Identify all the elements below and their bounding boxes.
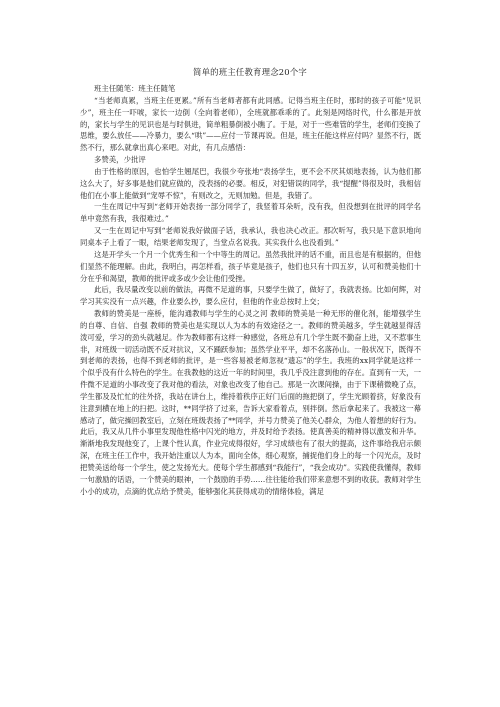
paragraph-personality: 由于性格的原因，也怕学生翘尾巴，我很少夸张地“表扬学生，更不会不厌其烦地表扬，认为他们都这么大了，好多事是他们就应做的，没表扬的必要。相反，对犯错误的同学，我“提醒”得很及时，我相信他们在小事上能做到“宠辱不惊”，有则改之，无则加勉。但是，我错了。 (80, 166, 421, 200)
section-heading-class-teacher-notes: 班主任随笔：班主任随笔 (94, 84, 176, 93)
paragraph-change-approach: 此后，我尽量改变以前的做法，再微不足道的事，只要学生做了，做好了，我就表扬。比如何辉，对学习其实没有一点兴趣，作业要么抄，要么应付，但他的作业总按时上交； (80, 285, 421, 307)
paragraph-teacher-praise: 教师的赞美是一座桥，能沟通教师与学生的心灵之河 教师的赞美是一种无形的催化剂，能增强学生的自尊、自信、自强 教师的赞美也是实现以人为本的有效途径之一。教师的赞美越多，学生就越显得活泼可爱，学习的劲头就越足。作为教师都有这样一种感觉，各班总有几个学生既不勤奋上进，又不惹事生非，对班级一切活动既不反对抗议，又不踊跃参加；虽然学业平平，却不名落孙山。一般状况下，既得不到老师的表扬，也得不到老师的批评，是一些容易被老师忽视“遗忘”的学生。我班的xx同学就是这样一个似乎没有什么特色的学生。在我教他的这近一年的时间里，我几乎没注意到他的存在。直到有一天，一件微不足道的小事改变了我对他的看法，对象也改变了他自己。那是一次课间操，由于下课稍微晚了点，学生都及及忙忙的往外挤，我站在讲台上，维持着秩序正好门后面的拖把倒了，学生光顾着挤，好象没有注意到横在地上的扫把。这时，**同学挤了过来，告诉大家看着点，别拌倒。然后拿起来了。我被这一幕感动了，做完操回教室后，立刻在班级表扬了**同学，并号力赞美了他关心群众，为他人着想的好行为。此后，我又从几件小事里发现他性格中闪光的地方，并及时给予表扬。使真善美的精神得以激发和升华。渐渐地我发现他变了，上课个性认真，作业完成得很好，学习成绩也有了很大的提高，这件事给我启示颇深，在班主任工作中，我开始注重以人为本，面向全体，细心观察，捕捉他们身上的每一个闪光点，及时把赞美送给每一个学生，使之发扬光大。使每个学生都感到“我能行”，“我会成功”。实践使我懂得，教师一句激励的话语，一个赞美的眼神，一个鼓励的手势……往往能给我们带来意想不到的收获。教师对学生小小的成功，点滴的优点给予赞美，能够强化其获得成功的情绪体验，满足 (80, 309, 421, 496)
document-body (80, 83, 421, 498)
section-heading-praise-more: 多赞美，少批评 (94, 155, 146, 165)
document-title: 简单的班主任教育理念20个字 (193, 67, 307, 77)
paragraph-reflection: 这是开学头一个月一个优秀生和一个中等生的周记。虽然我批评的话不重，而且也是有根据的，但他们显然不能理解。由此，我明白，再怎样看，孩子毕竟是孩子，他们也只有十四五岁，认可和赞美他们十分在乎和渴望，教师的批评或多或少会让他们受挫。 (80, 249, 421, 283)
paragraph-intro: “当老师真累，当班主任更累。”所有当老师者都有此同感。记得当班主任时，那时的孩子可能“见识少”，班主任一吓唬，家长一边倒（全向着老师），全班就都乖乖的了。此刻是网络时代，什么都是开放的，家长与学生的见识也是与时俱进，简单粗暴倒被小瞧了。于是，对于一些难管的学生，老师们变换了思维，要么放任——冷暴力，要么“哄”——应付一节课再说。但是，班主任能这样应付吗？显然不行，既然不行，那么就拿出真心来吧。对此，有几点感悟： (80, 95, 421, 153)
paragraph-weekly-journal-1: 一生在周记中写到“老师开始表扬一部分同学了，我竖着耳朵听，没有我，但没想到在批评的同学名单中竟然有我，我很难过。” (80, 202, 421, 224)
paragraph-weekly-journal-2: 又一生在周记中写到“老师说我好做面子话，我承认，我也决心改正。那次听写，我只是下意识地向同桌本子上看了一眼，结果老师发现了，当堂点名说我。其实我什么也没看到。” (80, 226, 421, 247)
